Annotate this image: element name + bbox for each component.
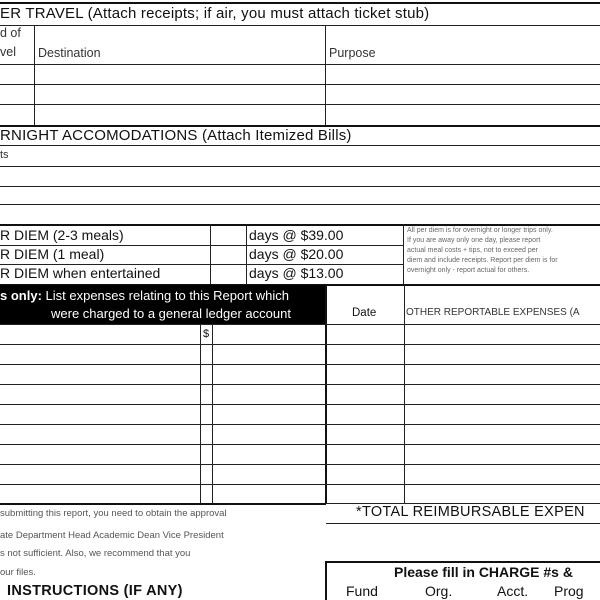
col-divider — [404, 285, 405, 503]
gl-table-bottom-border — [0, 503, 326, 505]
row-line — [0, 204, 600, 205]
approval-note: submitting this report, you need to obtain the approval — [0, 508, 227, 519]
charge-col-org: Org. — [425, 583, 453, 599]
col-divider — [325, 25, 326, 125]
per-diem-rate: days @ $20.00 — [249, 246, 344, 262]
dollar-sign: $ — [203, 328, 210, 340]
per-diem-label: R DIEM when entertained — [0, 265, 161, 281]
charge-col-prog: Prog — [554, 583, 584, 599]
per-diem-label: R DIEM (2-3 meals) — [0, 227, 124, 243]
col-divider — [34, 25, 35, 125]
col-divider — [246, 224, 247, 284]
col-method-of-travel: d of — [0, 26, 21, 40]
row-line — [0, 424, 600, 425]
col-divider — [403, 224, 404, 284]
top-border — [0, 2, 600, 4]
per-diem-rate: days @ $39.00 — [249, 227, 344, 243]
per-diem-note: diem and include receipts. Report per diem is for — [407, 257, 558, 264]
row-line — [0, 166, 600, 167]
row-line — [0, 104, 600, 105]
row-line — [0, 444, 600, 445]
col-divider — [210, 224, 211, 284]
col-divider — [200, 324, 201, 503]
row-line — [0, 484, 600, 485]
col-divider — [212, 324, 213, 503]
total-reimbursable-label: *TOTAL REIMBURSABLE EXPEN — [356, 504, 585, 520]
approval-note: s not sufficient. Also, we recommend that you — [0, 548, 191, 559]
per-diem-note: If you are away only one day, please report — [407, 237, 541, 244]
gl-table-right-border — [325, 285, 327, 503]
per-diem-rate: days @ $13.00 — [249, 265, 344, 281]
charge-col-fund: Fund — [346, 583, 378, 599]
row-line — [0, 145, 600, 146]
col-purpose: Purpose — [329, 46, 376, 60]
row-line — [0, 64, 600, 65]
charge-col-acct: Acct. — [497, 583, 529, 599]
row-line — [0, 186, 600, 187]
gl-instruction-box — [0, 285, 325, 324]
row-line — [0, 84, 600, 85]
other-travel-header: ER TRAVEL (Attach receipts; if air, you must attach ticket stub) — [0, 5, 430, 22]
col-method-of-travel-2: vel — [0, 45, 16, 59]
charge-title: Please fill in CHARGE #s & — [394, 564, 573, 580]
row-line — [0, 384, 600, 385]
overnight-sub-label: ts — [0, 149, 9, 161]
overnight-header: RNIGHT ACCOMODATIONS (Attach Itemized Bills) — [0, 127, 352, 144]
divider — [0, 25, 600, 26]
row-line — [0, 464, 600, 465]
per-diem-label: R DIEM (1 meal) — [0, 246, 105, 262]
per-diem-note: overnight only - report actual for others. — [407, 267, 530, 274]
per-diem-note: actual meal costs + tips, not to exceed per — [407, 247, 538, 254]
row-line — [0, 344, 600, 345]
gl-label-text: List expenses relating to this Report which — [41, 288, 290, 303]
approval-note: ate Department Head Academic Dean Vice President — [0, 530, 224, 541]
per-diem-note: All per diem is for overnight or longer trips only. — [407, 227, 553, 234]
gl-label-line2: were charged to a general ledger account — [51, 306, 291, 321]
row-line — [0, 364, 600, 365]
instructions-label: INSTRUCTIONS (IF ANY) — [7, 583, 183, 599]
col-destination: Destination — [38, 46, 101, 60]
other-expenses-header: OTHER REPORTABLE EXPENSES (A — [406, 307, 580, 318]
approval-note: our files. — [0, 567, 36, 578]
date-header: Date — [352, 307, 377, 319]
row-line — [0, 324, 600, 325]
row-line — [326, 523, 600, 524]
row-line — [0, 404, 600, 405]
gl-label-bold: s only: — [0, 288, 42, 303]
